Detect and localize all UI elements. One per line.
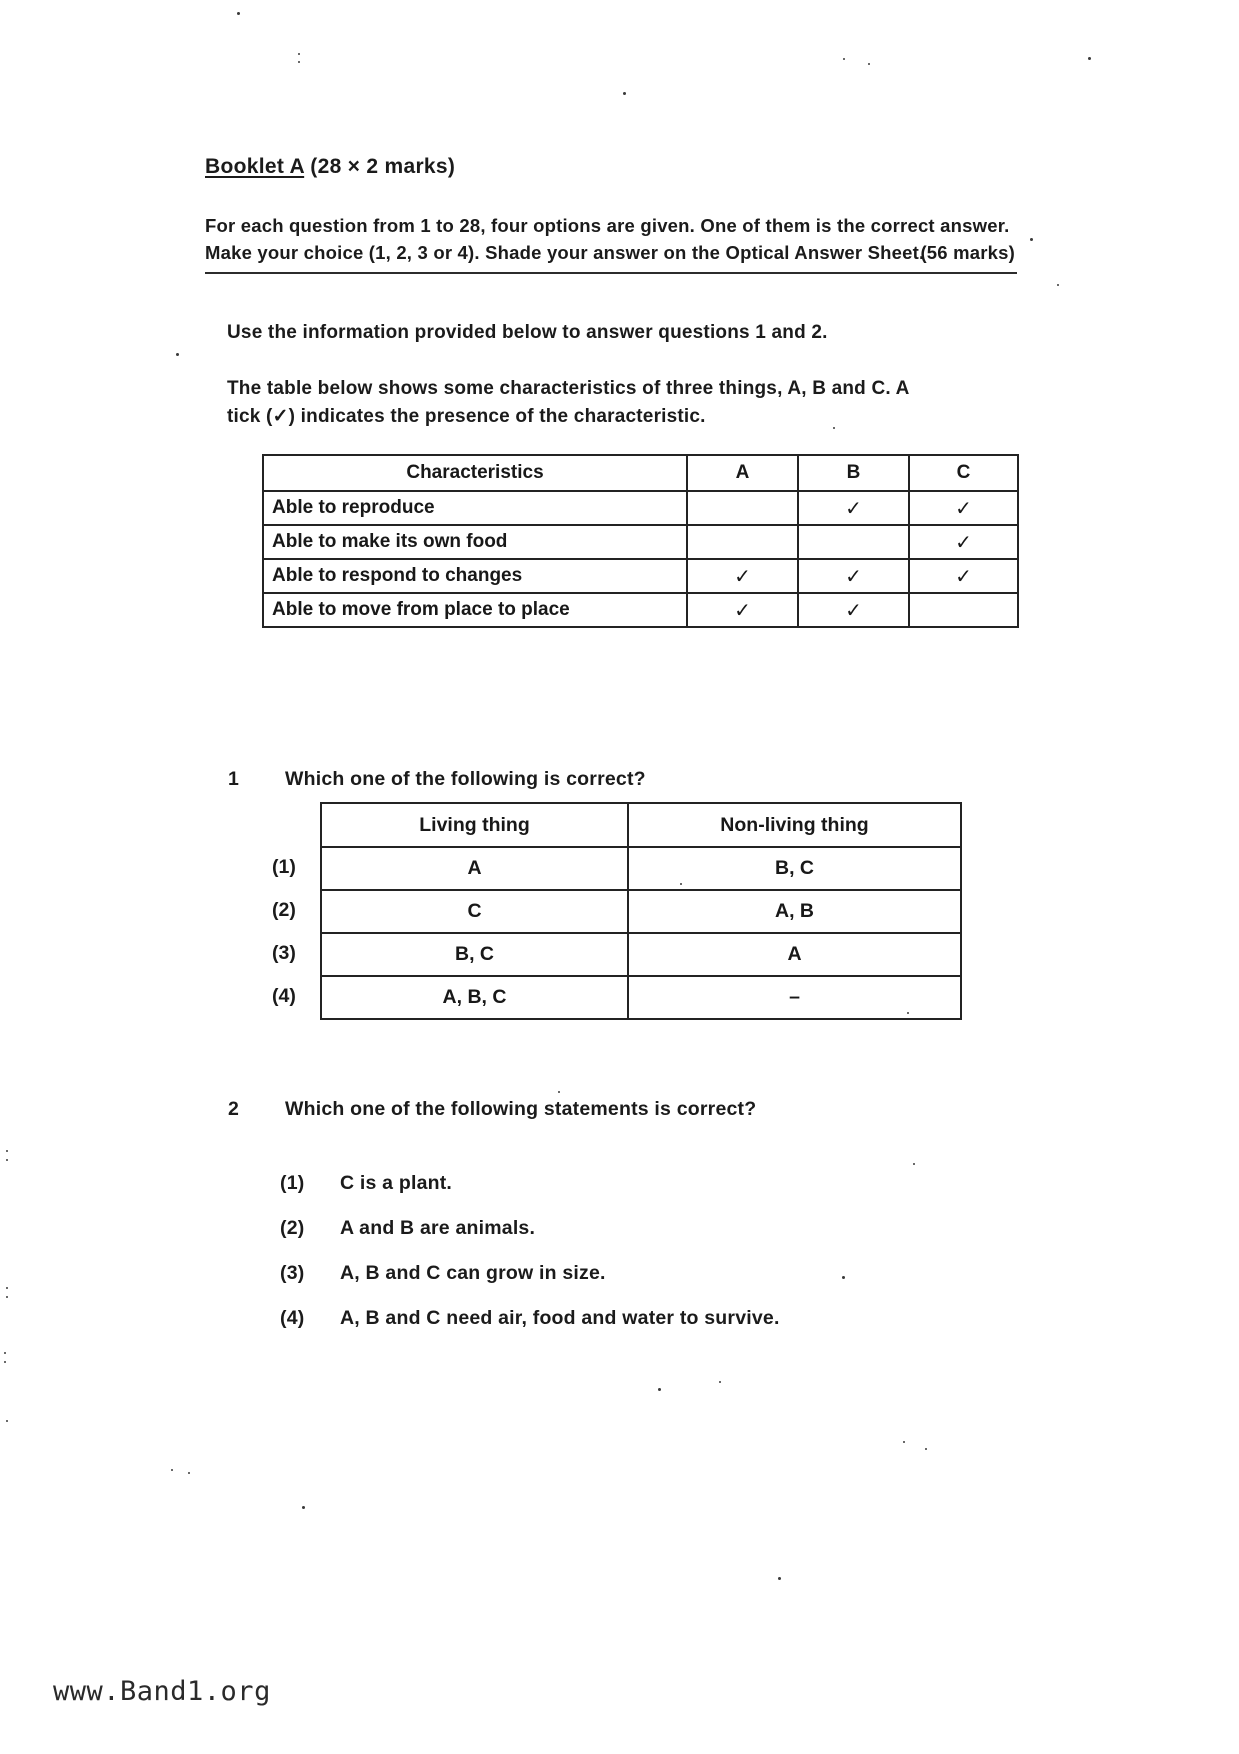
table-row-respond: [263, 559, 1018, 593]
tick-cell-a: ✓: [687, 559, 798, 593]
tick-cell-b: ✓: [798, 593, 909, 627]
living-cell: B, C: [321, 933, 628, 976]
scan-speck: [237, 12, 240, 15]
characteristics-header-row: [263, 455, 1018, 491]
tick-cell-a: ✓: [687, 593, 798, 627]
question-2-number: 2: [228, 1098, 240, 1120]
booklet-title: Booklet A: [205, 155, 305, 178]
living-nonliving-table: [320, 802, 962, 1020]
header-living-thing: Living thing: [321, 803, 628, 847]
scan-speck: [298, 61, 300, 63]
nonliving-cell: A: [628, 933, 961, 976]
scan-speck: [6, 1296, 8, 1298]
living-cell: A, B, C: [321, 976, 628, 1019]
table-row-reproduce: [263, 491, 1018, 525]
tick-cell-a: [687, 525, 798, 559]
option-label-3: (3): [280, 1262, 305, 1284]
nonliving-cell: –: [628, 976, 961, 1019]
question-1-text: Which one of the following is correct?: [285, 768, 646, 790]
scan-speck: [1057, 284, 1059, 286]
tick-cell-a: [687, 491, 798, 525]
table-intro-note: The table below shows some characteristics of three things, A, B and C. A tick (✓) indicates the presence of the characteristic.: [227, 378, 909, 427]
q1-option-row-4: [321, 976, 961, 1019]
scan-speck: [1088, 57, 1091, 60]
scan-speck: [176, 353, 179, 356]
characteristic-label: Able to reproduce: [263, 491, 687, 525]
scan-speck: [188, 1472, 190, 1474]
scan-speck: [778, 1577, 781, 1580]
table-row-move: [263, 593, 1018, 627]
option-label-2: (2): [272, 899, 296, 921]
tick-cell-c: ✓: [909, 491, 1018, 525]
q1-option-row-1: [321, 847, 961, 890]
scan-speck: [907, 1012, 909, 1014]
option-text-3: A, B and C can grow in size.: [340, 1262, 606, 1284]
table-row-make-food: [263, 525, 1018, 559]
option-label-4: (4): [272, 985, 296, 1007]
scan-speck: [833, 427, 835, 429]
tick-cell-b: ✓: [798, 491, 909, 525]
use-info-note: Use the information provided below to answer questions 1 and 2.: [227, 322, 828, 343]
tick-cell-c: ✓: [909, 559, 1018, 593]
scan-speck: [623, 92, 626, 95]
characteristics-table: [262, 454, 1019, 628]
option-text-1: C is a plant.: [340, 1172, 453, 1194]
scan-speck: [558, 1091, 560, 1093]
tick-cell-c: ✓: [909, 525, 1018, 559]
header-a: A: [687, 455, 798, 491]
scan-speck: [6, 1287, 8, 1289]
option-text-2: A and B are animals.: [340, 1217, 536, 1239]
characteristic-label: Able to respond to changes: [263, 559, 687, 593]
booklet-marks: (28 × 2 marks): [304, 155, 456, 178]
header-c: C: [909, 455, 1018, 491]
nonliving-cell: B, C: [628, 847, 961, 890]
scan-speck: [1030, 238, 1033, 241]
scan-speck: [298, 53, 300, 55]
scan-speck: [4, 1352, 6, 1354]
option-label-4: (4): [280, 1307, 305, 1329]
scan-speck: [925, 1448, 927, 1450]
scan-speck: [903, 1441, 905, 1443]
question-1-option-labels: [272, 846, 316, 1018]
header-characteristics: Characteristics: [263, 455, 687, 491]
characteristic-label: Able to make its own food: [263, 525, 687, 559]
tick-cell-c: [909, 593, 1018, 627]
scan-speck: [868, 63, 870, 65]
scan-speck: [913, 1163, 915, 1165]
question-1-number: 1: [228, 768, 240, 790]
option-label-1: (1): [272, 856, 296, 878]
q1-header-row: [321, 803, 961, 847]
tick-cell-b: ✓: [798, 559, 909, 593]
header-b: B: [798, 455, 909, 491]
question-2-text: Which one of the following statements is correct?: [285, 1098, 757, 1120]
scan-speck: [302, 1506, 305, 1509]
tick-cell-b: [798, 525, 909, 559]
watermark-url: www.Band1.org: [53, 1676, 271, 1707]
q1-option-row-2: [321, 890, 961, 933]
scan-speck: [719, 1381, 721, 1383]
scan-speck: [842, 1276, 845, 1279]
option-label-1: (1): [280, 1172, 305, 1194]
scan-speck: [843, 58, 845, 60]
scan-speck: [658, 1388, 661, 1391]
header-nonliving-thing: Non-living thing: [628, 803, 961, 847]
scan-speck: [680, 883, 682, 885]
instructions-text: For each question from 1 to 28, four options are given. One of them is the correct answer. Make your choice (1, 2, 3 or 4). Shade your answer on the Optical Answer Sheet.: [205, 215, 1010, 263]
scan-speck: [6, 1159, 8, 1161]
nonliving-cell: A, B: [628, 890, 961, 933]
booklet-header: [205, 155, 455, 179]
instructions-paragraph: [205, 212, 1017, 274]
option-text-4: A, B and C need air, food and water to survive.: [340, 1307, 780, 1329]
total-marks: (56 marks): [920, 242, 1015, 263]
characteristic-label: Able to move from place to place: [263, 593, 687, 627]
scan-speck: [6, 1150, 8, 1152]
living-cell: A: [321, 847, 628, 890]
q1-option-row-3: [321, 933, 961, 976]
scan-speck: [4, 1361, 6, 1363]
option-label-2: (2): [280, 1217, 305, 1239]
scan-speck: [171, 1469, 173, 1471]
scan-speck: [6, 1420, 8, 1422]
living-cell: C: [321, 890, 628, 933]
option-label-3: (3): [272, 942, 296, 964]
